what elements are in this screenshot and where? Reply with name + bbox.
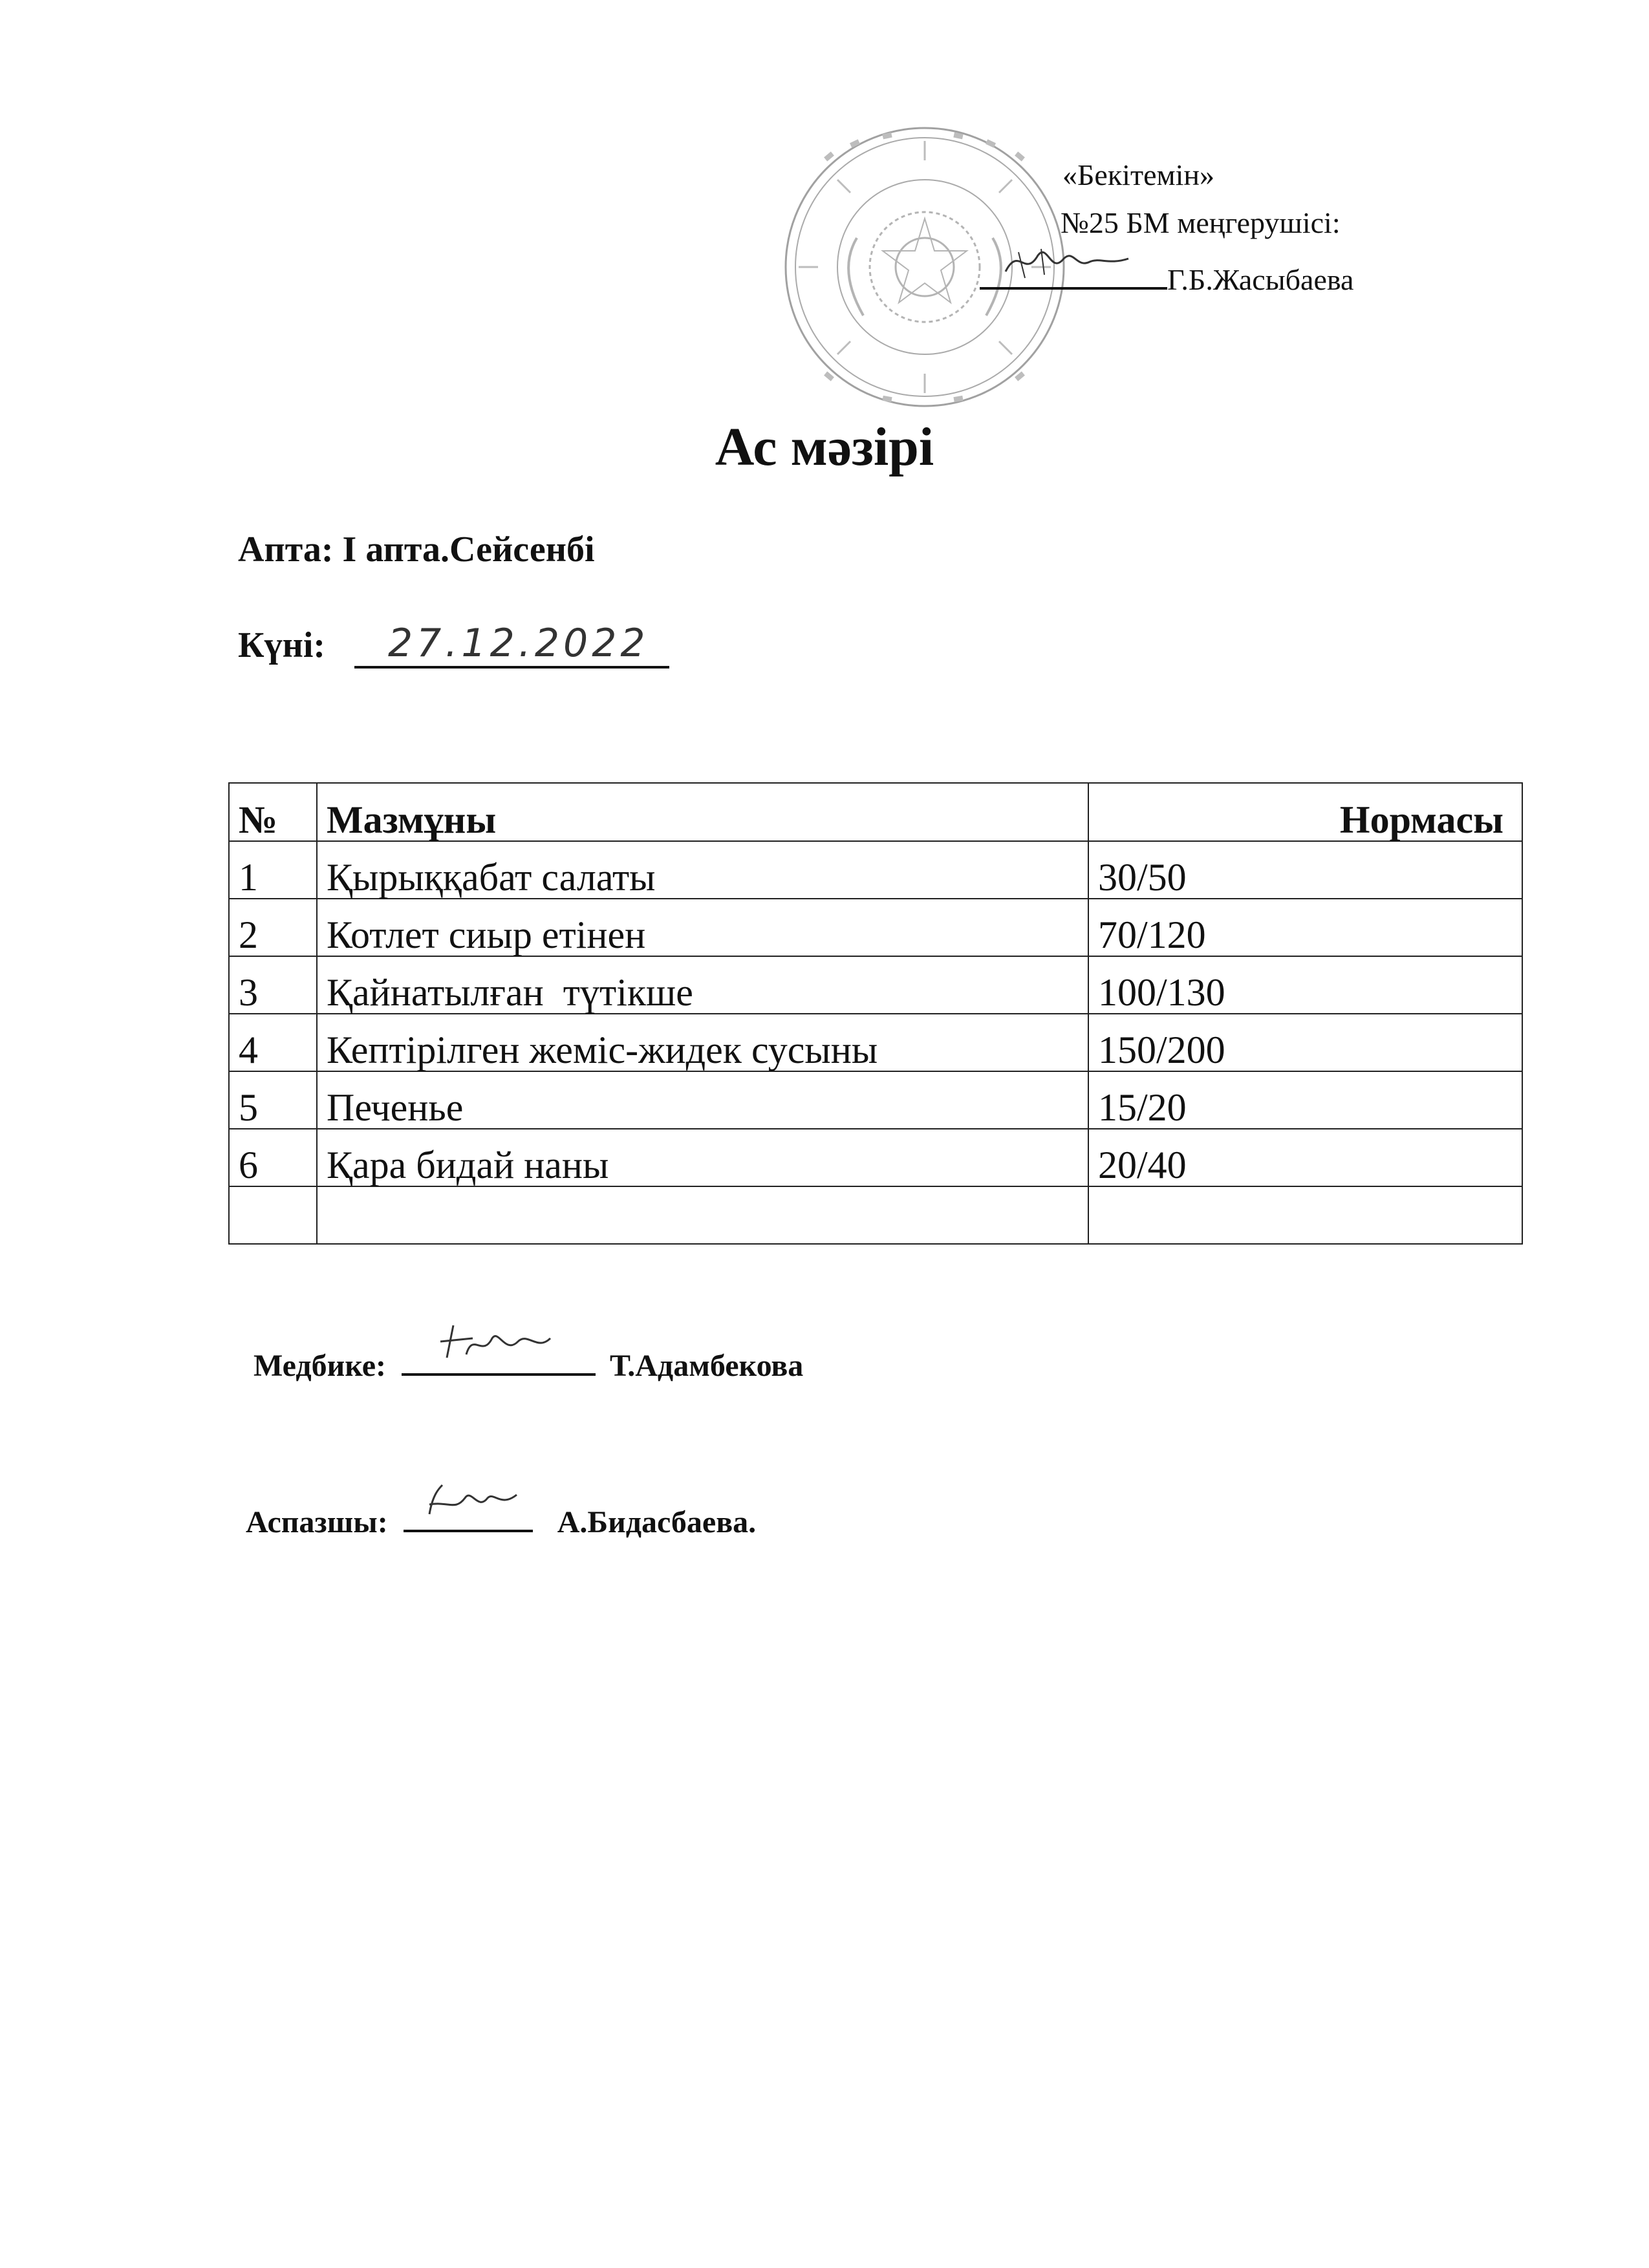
row-number: 3 <box>229 956 317 1014</box>
director-signature <box>980 259 1167 290</box>
table-row <box>229 956 1522 1014</box>
date-label: Күні: <box>238 625 326 665</box>
dish-norm <box>1088 1186 1522 1244</box>
dish-norm: 30/50 <box>1088 841 1522 899</box>
row-number <box>229 1186 317 1244</box>
table-row <box>229 1129 1522 1186</box>
dish-norm: 150/200 <box>1088 1014 1522 1071</box>
row-number: 6 <box>229 1129 317 1186</box>
approval-position: №25 БМ меңгерушісі: <box>1061 206 1341 239</box>
table-row <box>229 841 1522 899</box>
cook-signature-row <box>246 1501 756 1538</box>
dish-name <box>317 1186 1088 1244</box>
handwritten-signature-icon <box>404 1475 533 1527</box>
dish-name: Қайнатылған түтікше <box>317 956 1088 1014</box>
row-number: 5 <box>229 1071 317 1129</box>
nurse-signature-row <box>253 1345 803 1382</box>
table-row <box>229 1071 1522 1129</box>
column-header-number: № <box>229 783 317 841</box>
dish-name: Кептірілген жеміс-жидек сусыны <box>317 1014 1088 1071</box>
table-header-row <box>229 783 1522 841</box>
dish-name: Қырыққабат салаты <box>317 841 1088 899</box>
nurse-label: Медбике: <box>253 1349 387 1383</box>
week-line: Апта: І апта.Сейсенбі <box>238 530 595 570</box>
row-number: 2 <box>229 899 317 956</box>
table-row <box>229 899 1522 956</box>
nurse-name: Т.Адамбекова <box>610 1349 804 1383</box>
dish-norm: 20/40 <box>1088 1129 1522 1186</box>
dish-name: Печенье <box>317 1071 1088 1129</box>
date-value: 27.12.2022 <box>388 621 649 666</box>
row-number: 4 <box>229 1014 317 1071</box>
dish-norm: 15/20 <box>1088 1071 1522 1129</box>
dish-name: Котлет сиыр етінен <box>317 899 1088 956</box>
cook-label: Аспазшы: <box>246 1505 388 1539</box>
row-number: 1 <box>229 841 317 899</box>
director-name: Г.Б.Жасыбаева <box>1167 263 1354 296</box>
approval-heading: «Бекітемін» <box>1062 158 1214 191</box>
document-title: Ас мәзірі <box>715 417 934 477</box>
dish-name: Қара бидай наны <box>317 1129 1088 1186</box>
handwritten-signature-icon <box>980 239 1167 284</box>
dish-norm: 100/130 <box>1088 956 1522 1014</box>
table-row <box>229 1014 1522 1071</box>
cook-signature <box>404 1501 533 1532</box>
menu-table <box>228 782 1523 1245</box>
approval-signature-line <box>980 259 1353 295</box>
handwritten-signature-icon <box>402 1319 596 1371</box>
table-row-empty <box>229 1186 1522 1244</box>
nurse-signature <box>402 1345 596 1376</box>
dish-norm: 70/120 <box>1088 899 1522 956</box>
cook-name: А.Бидасбаева. <box>557 1505 757 1539</box>
column-header-content: Мазмұны <box>317 783 1088 841</box>
column-header-norm: Нормасы <box>1088 783 1522 841</box>
